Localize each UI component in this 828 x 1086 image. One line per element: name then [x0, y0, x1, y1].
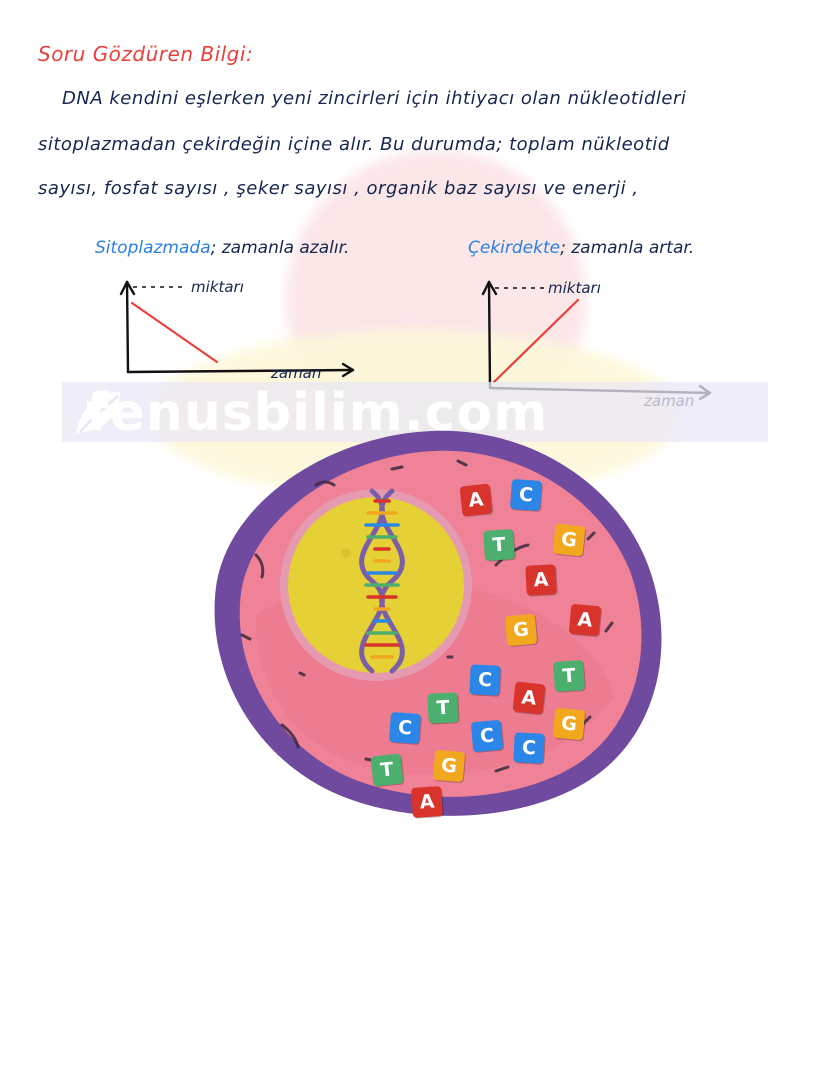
nucleotide-tile-t: T: [371, 754, 404, 787]
graph-cytoplasm-svg: [95, 260, 425, 400]
nucleotide-tile-c: C: [471, 720, 504, 753]
nucleotide-tile-c: C: [513, 732, 545, 764]
nucleotide-tile-a: A: [411, 786, 443, 818]
nucleotide-tile-t: T: [553, 660, 585, 692]
nucleotide-tile-a: A: [525, 564, 557, 596]
nucleotide-tile-c: C: [389, 712, 421, 744]
graph-nucleus-ylabel: miktarı: [548, 279, 601, 297]
nucleotide-tile-g: G: [433, 750, 466, 783]
graph-nucleus-caption-highlight: Çekirdekte: [468, 238, 561, 258]
paragraph-line-3: sayısı, fosfat sayısı , şeker sayısı , organik baz sayısı ve enerji ,: [38, 178, 639, 199]
watermark-text: fenusbilim.com: [86, 383, 549, 443]
paragraph-line-1: DNA kendini eşlerken yeni zincirleri için ihtiyacı olan nükleotidleri: [62, 88, 687, 109]
paragraph-line-2: sitoplazmadan çekirdeğin içine alır. Bu durumda; toplam nükleotid: [38, 134, 670, 155]
nucleotide-tile-t: T: [483, 529, 515, 561]
nucleotide-tile-c: C: [469, 664, 501, 696]
nucleotide-tile-g: G: [553, 524, 586, 557]
graph-cytoplasm-xlabel: zaman: [271, 364, 322, 382]
nucleotide-tile-a: A: [569, 604, 602, 637]
nucleotide-tile-g: G: [553, 708, 586, 741]
nucleotide-tile-a: A: [513, 682, 546, 715]
graph-nucleus-caption: [468, 238, 694, 258]
nucleotide-tile-c: C: [510, 479, 542, 511]
nucleus-speck: [341, 548, 351, 558]
graph-cytoplasm-caption-highlight: Sitoplazmada: [95, 238, 211, 258]
graph-cytoplasm-ylabel: miktarı: [191, 278, 244, 296]
nucleotide-tile-g: G: [505, 614, 538, 647]
nucleotide-tile-a: A: [460, 484, 493, 517]
page-title: Soru Gözdüren Bilgi:: [38, 42, 254, 66]
graph-nucleus-caption-rest: ; zamanla artar.: [560, 238, 695, 258]
graph-cytoplasm-caption-rest: ; zamanla azalır.: [210, 238, 350, 258]
nucleotide-tile-t: T: [427, 692, 459, 724]
cell-illustration: [196, 425, 676, 825]
graph-cytoplasm-caption: [95, 238, 349, 258]
